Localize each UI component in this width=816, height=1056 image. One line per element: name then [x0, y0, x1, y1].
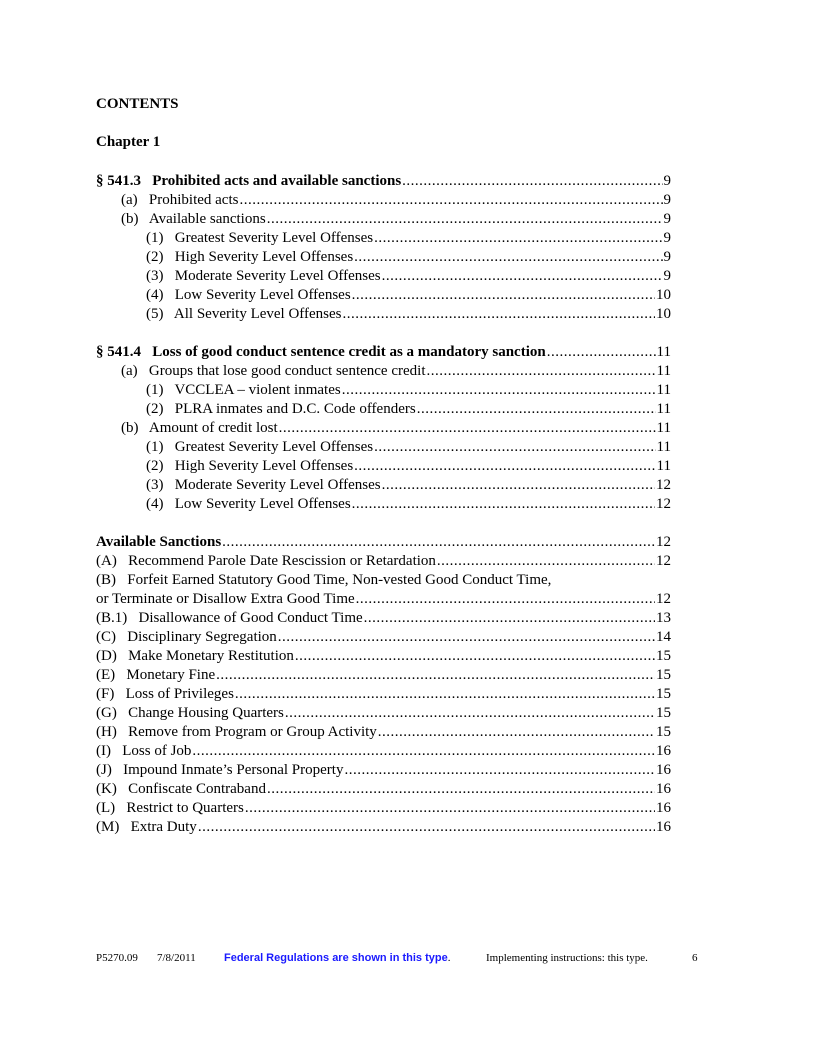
toc-page-number: 9 — [663, 230, 671, 246]
toc-page-number: 9 — [663, 211, 671, 227]
toc-entry-label: (L) Restrict to Quarters — [96, 800, 244, 816]
footer-federal-note: Federal Regulations are shown in this type — [224, 952, 448, 964]
toc-page-number: 10 — [656, 287, 671, 303]
toc-entry-label: (a) Groups that lose good conduct sentence credit — [121, 363, 426, 379]
toc-page-number: 11 — [656, 458, 671, 474]
dot-leader — [245, 799, 655, 818]
footer-period: . — [447, 952, 451, 964]
dot-leader — [374, 438, 655, 457]
toc-entry[interactable] — [0, 172, 816, 191]
toc-entry-label: (E) Monetary Fine — [96, 667, 216, 683]
toc-entry[interactable] — [0, 476, 816, 495]
toc-entry[interactable] — [0, 590, 816, 609]
toc-page-number: 15 — [656, 705, 671, 721]
toc-page-number: 15 — [656, 724, 671, 740]
dot-leader — [267, 780, 655, 799]
toc-page-number: 11 — [656, 420, 671, 436]
dot-leader — [222, 533, 655, 552]
page-footer — [0, 952, 816, 968]
toc-page-number: 16 — [656, 819, 671, 835]
toc-page-number: 9 — [663, 173, 671, 189]
toc-entry[interactable] — [0, 210, 816, 229]
toc-entry-label: (2) PLRA inmates and D.C. Code offenders — [146, 401, 416, 417]
toc-entry-label: (4) Low Severity Level Offenses — [146, 287, 351, 303]
dot-leader — [354, 248, 662, 267]
dot-leader — [402, 172, 662, 191]
dot-leader — [235, 685, 655, 704]
footer-federal-note-wrap — [224, 952, 450, 964]
toc-entry-label: (C) Disciplinary Segregation — [96, 629, 277, 645]
dot-leader — [198, 818, 655, 837]
toc-page-number: 11 — [656, 363, 671, 379]
dot-leader — [343, 305, 655, 324]
dot-leader — [239, 191, 662, 210]
page-title: CONTENTS — [96, 96, 179, 112]
toc-entry[interactable] — [0, 495, 816, 514]
toc-entry-label: (b) Amount of credit lost — [121, 420, 278, 436]
toc-page-number: 16 — [656, 781, 671, 797]
dot-leader — [352, 286, 655, 305]
toc-page-number: 16 — [656, 800, 671, 816]
chapter-heading: Chapter 1 — [96, 134, 161, 150]
toc-entry[interactable] — [0, 818, 816, 837]
toc-entry[interactable] — [0, 780, 816, 799]
toc-entry-label: (D) Make Monetary Restitution — [96, 648, 294, 664]
toc-entry[interactable] — [0, 799, 816, 818]
toc-entry-label: (H) Remove from Program or Group Activity — [96, 724, 377, 740]
dot-leader — [426, 362, 655, 381]
dot-leader — [295, 647, 655, 666]
dot-leader — [352, 495, 655, 514]
toc-entry-label: (2) High Severity Level Offenses — [146, 458, 354, 474]
toc-entry-label: (I) Loss of Job — [96, 743, 192, 759]
toc-page-number: 12 — [656, 534, 671, 550]
toc-page-number: 12 — [656, 591, 671, 607]
toc-entry[interactable] — [0, 609, 816, 628]
toc-page-number: 12 — [656, 477, 671, 493]
toc-entry[interactable] — [0, 704, 816, 723]
toc-page-number: 9 — [663, 249, 671, 265]
dot-leader — [267, 210, 663, 229]
toc-page-number: 16 — [656, 743, 671, 759]
toc-entry-label: or Terminate or Disallow Extra Good Time — [96, 591, 355, 607]
toc-entry[interactable] — [0, 723, 816, 742]
toc-page-number: 15 — [656, 648, 671, 664]
dot-leader — [342, 381, 656, 400]
toc-page-number: 15 — [656, 667, 671, 683]
toc-entry-label: (1) Greatest Severity Level Offenses — [146, 439, 374, 455]
dot-leader — [547, 343, 656, 362]
dot-leader — [356, 590, 655, 609]
toc-entry-label: (2) High Severity Level Offenses — [146, 249, 354, 265]
dot-leader — [417, 400, 656, 419]
toc-page-number: 9 — [663, 192, 671, 208]
dot-leader — [279, 419, 656, 438]
toc-page-number: 11 — [656, 401, 671, 417]
dot-leader — [216, 666, 655, 685]
toc-entry[interactable] — [0, 742, 816, 761]
toc-entry-label: § 541.4 Loss of good conduct sentence credit as a mandatory sanction — [96, 344, 546, 360]
toc-entry[interactable] — [0, 400, 816, 419]
dot-leader — [285, 704, 655, 723]
toc-entry-label: (1) VCCLEA – violent inmates — [146, 382, 341, 398]
toc-entry[interactable] — [0, 628, 816, 647]
dot-leader — [382, 476, 655, 495]
toc-entry[interactable] — [0, 343, 816, 362]
toc-entry-label: (b) Available sanctions — [121, 211, 266, 227]
toc-page-number: 11 — [656, 439, 671, 455]
toc-entry-label: § 541.3 Prohibited acts and available sanctions — [96, 173, 402, 189]
dot-leader — [378, 723, 655, 742]
toc-entry[interactable] — [0, 267, 816, 286]
toc-entry[interactable] — [0, 761, 816, 780]
toc-entry-label: (5) All Severity Level Offenses — [146, 306, 342, 322]
toc-entry-label: (J) Impound Inmate’s Personal Property — [96, 762, 344, 778]
toc-entry[interactable] — [0, 571, 816, 590]
toc-entry-label: (F) Loss of Privileges — [96, 686, 234, 702]
dot-leader — [354, 457, 655, 476]
toc-entry-label: (3) Moderate Severity Level Offenses — [146, 477, 381, 493]
footer-page-number: 6 — [692, 952, 698, 964]
footer-doc-number: P5270.09 — [96, 952, 138, 964]
toc-entry[interactable] — [0, 381, 816, 400]
toc-entry[interactable] — [0, 685, 816, 704]
toc-entry-label: (G) Change Housing Quarters — [96, 705, 284, 721]
toc-entry[interactable] — [0, 438, 816, 457]
dot-leader — [382, 267, 663, 286]
dot-leader — [344, 761, 655, 780]
toc-entry-label: Available Sanctions — [96, 534, 222, 550]
toc-entry-label: (B.1) Disallowance of Good Conduct Time — [96, 610, 363, 626]
toc-page-number: 13 — [656, 610, 671, 626]
toc-entry[interactable] — [0, 666, 816, 685]
toc-entry[interactable] — [0, 533, 816, 552]
toc-entry[interactable] — [0, 248, 816, 267]
toc-page-number: 11 — [656, 344, 671, 360]
dot-leader — [278, 628, 655, 647]
toc-entry-label: (K) Confiscate Contraband — [96, 781, 266, 797]
toc-page-number: 9 — [663, 268, 671, 284]
toc-entry[interactable] — [0, 286, 816, 305]
toc-entry[interactable] — [0, 305, 816, 324]
toc-entry-label: (3) Moderate Severity Level Offenses — [146, 268, 381, 284]
toc-entry-label: (A) Recommend Parole Date Rescission or Retardation — [96, 553, 436, 569]
toc-entry-label: (4) Low Severity Level Offenses — [146, 496, 351, 512]
toc-entry[interactable] — [0, 191, 816, 210]
toc-page-number: 15 — [656, 686, 671, 702]
toc-entry[interactable] — [0, 229, 816, 248]
toc-entry[interactable] — [0, 457, 816, 476]
footer-date: 7/8/2011 — [157, 952, 196, 964]
dot-leader — [437, 552, 655, 571]
toc-page-number: 12 — [656, 553, 671, 569]
toc-entry[interactable] — [0, 647, 816, 666]
toc-entry-label: (a) Prohibited acts — [121, 192, 239, 208]
toc-entry-label: (B) Forfeit Earned Statutory Good Time, Non-vested Good Conduct Time, — [96, 572, 552, 588]
toc-page-number: 11 — [656, 382, 671, 398]
toc-entry[interactable] — [0, 362, 816, 381]
toc-entry[interactable] — [0, 552, 816, 571]
dot-leader — [364, 609, 655, 628]
toc-entry[interactable] — [0, 419, 816, 438]
toc-page-number: 14 — [656, 629, 671, 645]
toc-entry-label: (1) Greatest Severity Level Offenses — [146, 230, 374, 246]
toc-entry-label: (M) Extra Duty — [96, 819, 197, 835]
dot-leader — [192, 742, 655, 761]
dot-leader — [374, 229, 662, 248]
footer-instructions-note: Implementing instructions: this type. — [486, 952, 648, 964]
toc-page-number: 10 — [656, 306, 671, 322]
toc-page-number: 12 — [656, 496, 671, 512]
toc-page-number: 16 — [656, 762, 671, 778]
